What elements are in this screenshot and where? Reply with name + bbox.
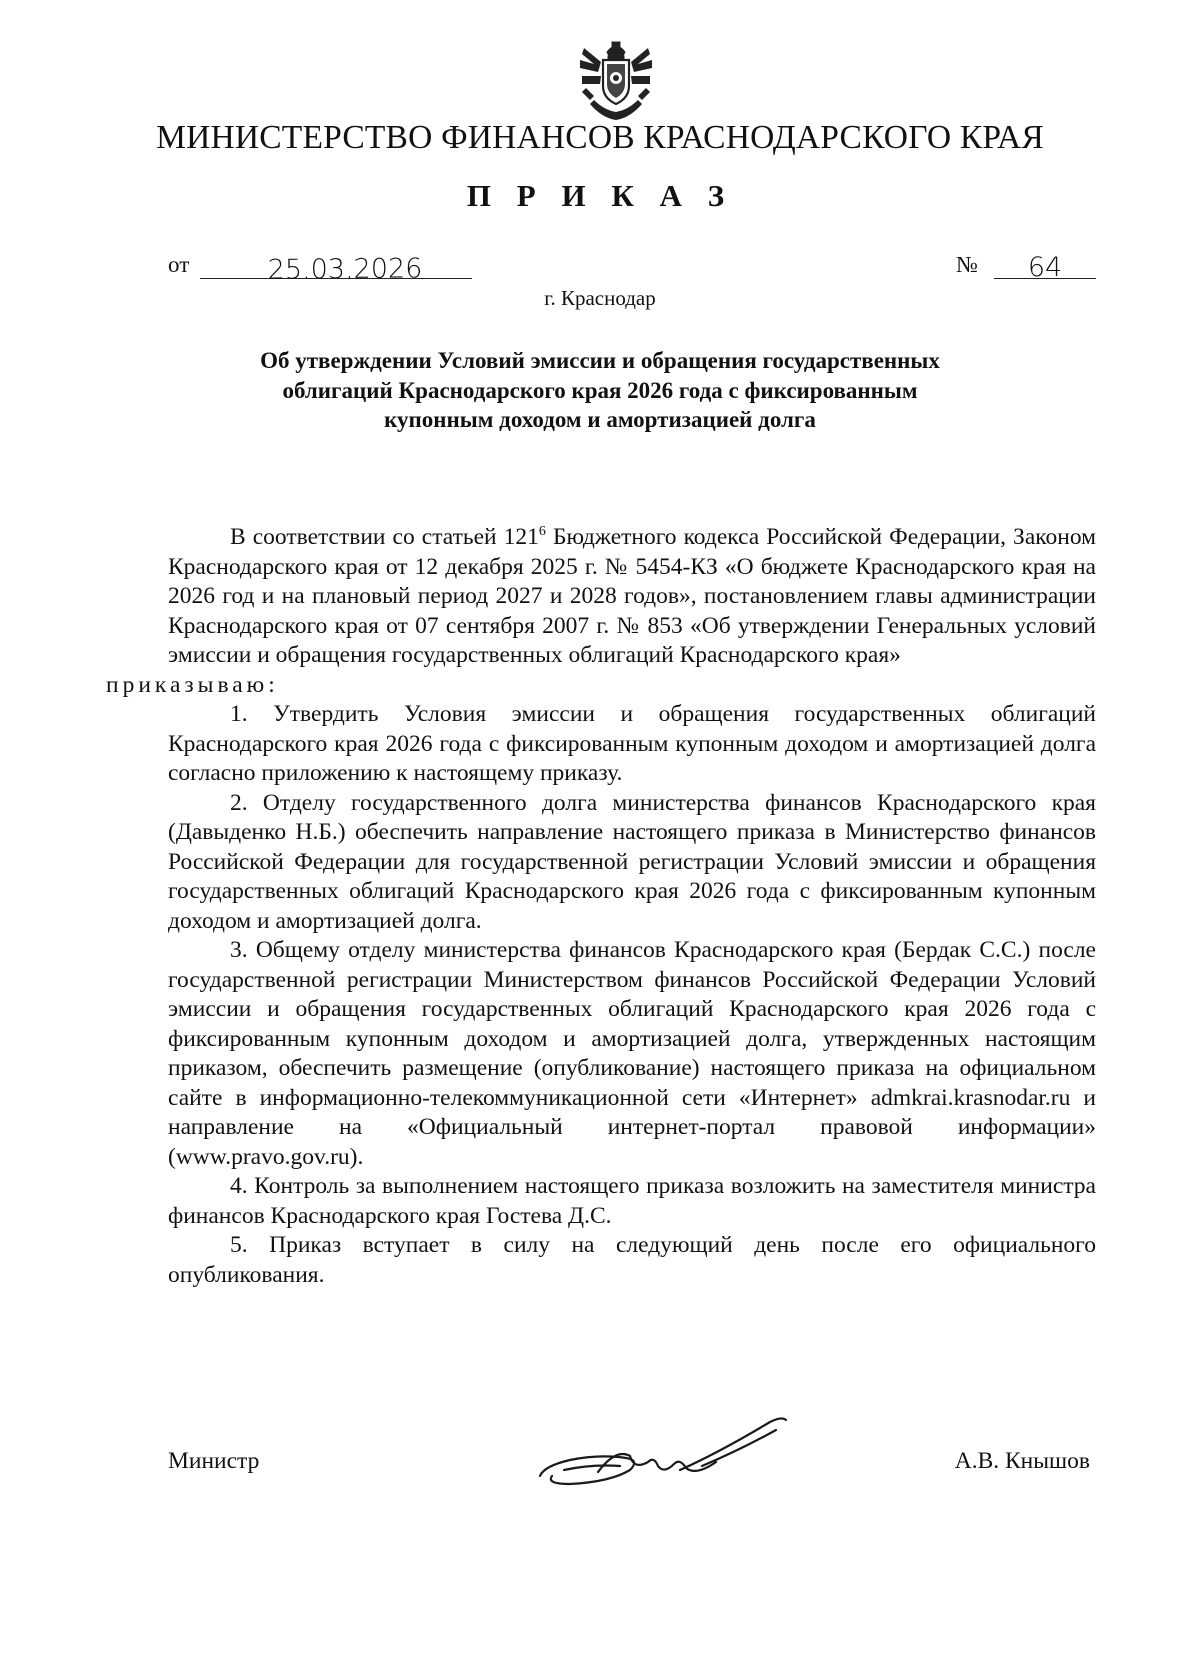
number-label: №	[956, 252, 978, 277]
ministry-name: МИНИСТЕРСТВО ФИНАНСОВ КРАСНОДАРСКОГО КРАЯ	[156, 119, 1044, 156]
order-word: приказываю:	[106, 671, 279, 698]
number-value: 64	[1027, 252, 1063, 283]
coat-of-arms-icon	[576, 40, 656, 122]
city: г. Краснодар	[544, 286, 656, 310]
date-label: от	[168, 252, 190, 277]
superscript: 6	[538, 524, 546, 540]
list-item: 4. Контроль за выполнением настоящего приказа возложить на заместителя министра финансов Краснодарского края Гостева Д.С.	[168, 1173, 1096, 1229]
list-item: 3. Общему отделу министерства финансов Краснодарского края (Бердак С.С.) после государственной регистрации Министерством финансов Российской Федерации Условий эмиссии и обращения государственных облигаций Краснодарского края 2026 года с фиксированным купонным доходом и амортизацией долга, утвержденных настоящим приказом, обеспечить размещение (опубликование) настоящего приказа на официальном сайте в информационно-телекоммуникационной сети «Интернет» admkrai.krasnodar.ru и направление на «Официальный интернет-портал правовой информации» (www.pravo.gov.ru).	[168, 937, 1096, 1170]
document-type: П Р И К А З	[466, 178, 734, 213]
document-title: Об утверждении Условий эмиссии и обращения государственных облигаций Краснодарского края 2026 года с фиксированным купонным доходом и амортизацией долга	[260, 348, 940, 432]
signatory-role: Министр	[168, 1448, 260, 1474]
list-item: 5. Приказ вступает в силу на следующий день после его официального опубликования.	[168, 1232, 1096, 1288]
date-value: 25.03.2026	[267, 253, 423, 286]
list-item: 1. Утвердить Условия эмиссии и обращения государственных облигаций Краснодарского края 2026 года с фиксированным купонным доходом и амортизацией долга согласно приложению к настоящему приказу.	[168, 701, 1096, 786]
document-body	[106, 523, 1096, 1290]
signature-icon	[530, 1408, 800, 1498]
signatory-name: А.В. Кнышов	[954, 1448, 1090, 1474]
list-item: 2. Отделу государственного долга министерства финансов Краснодарского края (Давыденко Н.Б.) обеспечить направление настоящего приказа в Министерство финансов Российской Федерации для государственной регистрации Условий эмиссии и обращения государственных облигаций Краснодарского края 2026 года с фиксированным купонным доходом и амортизацией долга.	[168, 789, 1096, 934]
intro-paragraph: В соответствии со статьей $121^6$ Бюджетного кодекса Российской Федерации, Законом Краснодарского края от 12 декабря 2025 г. № 5454-КЗ «О бюджете Краснодарского края на 2026 год и на плановый период 2027 и 2028 годов», постановлением главы администрации Краснодарского края от 07 сентября 2007 г. № 853 «Об утверждении Генеральных условий эмиссии и обращения государственных облигаций Краснодарского края» приказываю:	[106, 524, 1096, 698]
